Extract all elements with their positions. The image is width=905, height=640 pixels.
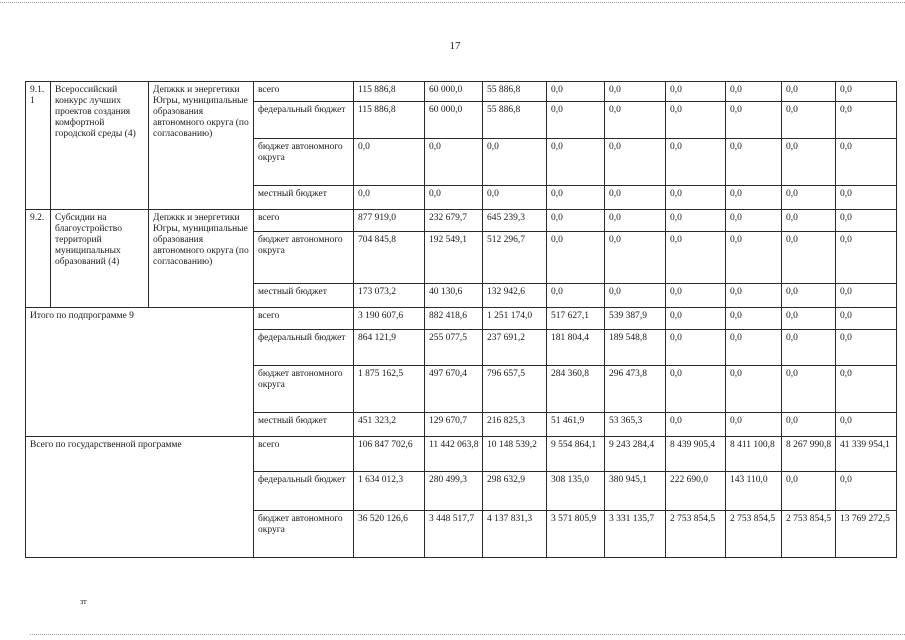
value-cell: 0,0 [836, 102, 897, 139]
value-cell: 60 000,0 [425, 102, 483, 139]
value-cell: 3 190 607,6 [354, 308, 425, 330]
subtotal-label: Итого по подпрограмме 9 [26, 308, 254, 437]
value-cell: 0,0 [836, 366, 897, 413]
value-cell: 0,0 [836, 139, 897, 186]
value-cell: 0,0 [666, 330, 726, 366]
value-cell: 0,0 [726, 232, 782, 284]
value-cell: 284 360,8 [547, 366, 605, 413]
value-cell: 0,0 [605, 139, 666, 186]
value-cell: 704 845,8 [354, 232, 425, 284]
row-executor: Депжкк и энергетики Югры, муниципальные образования автономного округа (по согласованию) [149, 82, 254, 210]
scan-edge-bottom [30, 634, 905, 635]
value-cell: 864 121,9 [354, 330, 425, 366]
value-cell: 3 571 805,9 [547, 511, 605, 558]
funding-source: всего [254, 308, 354, 330]
value-cell: 517 627,1 [547, 308, 605, 330]
value-cell: 0,0 [836, 472, 897, 511]
table-row [26, 437, 897, 472]
value-cell: 55 886,8 [483, 102, 547, 139]
program-total-label: Всего по государственной программе [26, 437, 254, 558]
value-cell: 645 239,3 [483, 210, 547, 232]
value-cell: 497 670,4 [425, 366, 483, 413]
row-code: 9.2. [26, 210, 51, 308]
value-cell: 0,0 [782, 366, 836, 413]
value-cell: 0,0 [782, 210, 836, 232]
value-cell: 143 110,0 [726, 472, 782, 511]
value-cell: 0,0 [547, 139, 605, 186]
value-cell: 0,0 [547, 102, 605, 139]
value-cell: 0,0 [782, 232, 836, 284]
value-cell: 0,0 [836, 413, 897, 437]
funding-source: федеральный бюджет [254, 472, 354, 511]
table-row [26, 82, 897, 102]
value-cell: 0,0 [666, 82, 726, 102]
value-cell: 189 548,8 [605, 330, 666, 366]
funding-source: бюджет автономного округа [254, 139, 354, 186]
value-cell: 9 243 284,4 [605, 437, 666, 472]
value-cell: 0,0 [782, 330, 836, 366]
value-cell: 0,0 [354, 186, 425, 210]
value-cell: 0,0 [726, 284, 782, 308]
value-cell: 0,0 [605, 210, 666, 232]
value-cell: 0,0 [726, 82, 782, 102]
value-cell: 1 875 162,5 [354, 366, 425, 413]
value-cell: 0,0 [726, 139, 782, 186]
table-row [26, 210, 897, 232]
value-cell: 2 753 854,5 [726, 511, 782, 558]
value-cell: 192 549,1 [425, 232, 483, 284]
value-cell: 308 135,0 [547, 472, 605, 511]
funding-source: всего [254, 82, 354, 102]
row-name: Всероссийский конкурс лучших проектов создания комфортной городской среды (4) [51, 82, 149, 210]
value-cell: 0,0 [726, 210, 782, 232]
value-cell: 0,0 [782, 82, 836, 102]
value-cell: 1 634 012,3 [354, 472, 425, 511]
value-cell: 0,0 [483, 186, 547, 210]
value-cell: 0,0 [547, 186, 605, 210]
value-cell: 0,0 [836, 330, 897, 366]
value-cell: 0,0 [483, 139, 547, 186]
value-cell: 877 919,0 [354, 210, 425, 232]
value-cell: 0,0 [782, 472, 836, 511]
value-cell: 0,0 [605, 82, 666, 102]
value-cell: 380 945,1 [605, 472, 666, 511]
value-cell: 882 418,6 [425, 308, 483, 330]
value-cell: 3 448 517,7 [425, 511, 483, 558]
value-cell: 0,0 [547, 232, 605, 284]
value-cell: 0,0 [782, 308, 836, 330]
funding-source: бюджет автономного округа [254, 511, 354, 558]
page-number: 17 [449, 40, 461, 52]
value-cell: 132 942,6 [483, 284, 547, 308]
value-cell: 8 267 990,8 [782, 437, 836, 472]
value-cell: 0,0 [782, 284, 836, 308]
row-code: 9.1.1 [26, 82, 51, 210]
value-cell: 0,0 [425, 186, 483, 210]
value-cell: 0,0 [726, 330, 782, 366]
value-cell: 237 691,2 [483, 330, 547, 366]
row-name: Субсидии на благоустройство территорий муниципальных образований (4) [51, 210, 149, 308]
value-cell: 0,0 [666, 139, 726, 186]
value-cell: 0,0 [547, 82, 605, 102]
value-cell: 51 461,9 [547, 413, 605, 437]
value-cell: 796 657,5 [483, 366, 547, 413]
value-cell: 222 690,0 [666, 472, 726, 511]
value-cell: 0,0 [782, 186, 836, 210]
value-cell: 539 387,9 [605, 308, 666, 330]
value-cell: 298 632,9 [483, 472, 547, 511]
value-cell: 0,0 [666, 232, 726, 284]
value-cell: 232 679,7 [425, 210, 483, 232]
value-cell: 451 323,2 [354, 413, 425, 437]
value-cell: 11 442 063,8 [425, 437, 483, 472]
value-cell: 60 000,0 [425, 82, 483, 102]
value-cell: 0,0 [836, 232, 897, 284]
value-cell: 41 339 954,1 [836, 437, 897, 472]
value-cell: 9 554 864,1 [547, 437, 605, 472]
value-cell: 1 251 174,0 [483, 308, 547, 330]
value-cell: 55 886,8 [483, 82, 547, 102]
value-cell: 0,0 [726, 413, 782, 437]
value-cell: 0,0 [782, 413, 836, 437]
value-cell: 0,0 [782, 102, 836, 139]
value-cell: 0,0 [605, 102, 666, 139]
value-cell: 0,0 [547, 284, 605, 308]
table-row [26, 308, 897, 330]
value-cell: 106 847 702,6 [354, 437, 425, 472]
row-executor: Депжкк и энергетики Югры, муниципальные образования автономного округа (по согласованию) [149, 210, 254, 308]
funding-source: федеральный бюджет [254, 102, 354, 139]
value-cell: 0,0 [547, 210, 605, 232]
value-cell: 4 137 831,3 [483, 511, 547, 558]
footer-mark: зт [80, 597, 87, 606]
value-cell: 53 365,3 [605, 413, 666, 437]
value-cell: 0,0 [666, 210, 726, 232]
value-cell: 0,0 [354, 139, 425, 186]
value-cell: 216 825,3 [483, 413, 547, 437]
scan-edge-top [0, 2, 905, 3]
funding-source: местный бюджет [254, 413, 354, 437]
value-cell: 10 148 539,2 [483, 437, 547, 472]
value-cell: 129 670,7 [425, 413, 483, 437]
value-cell: 115 886,8 [354, 102, 425, 139]
value-cell: 3 331 135,7 [605, 511, 666, 558]
value-cell: 0,0 [666, 186, 726, 210]
funding-source: местный бюджет [254, 186, 354, 210]
budget-table [25, 81, 897, 558]
value-cell: 8 411 100,8 [726, 437, 782, 472]
value-cell: 0,0 [836, 284, 897, 308]
value-cell: 2 753 854,5 [666, 511, 726, 558]
value-cell: 0,0 [666, 413, 726, 437]
value-cell: 0,0 [605, 284, 666, 308]
value-cell: 0,0 [666, 284, 726, 308]
value-cell: 0,0 [726, 102, 782, 139]
value-cell: 0,0 [666, 366, 726, 413]
funding-source: всего [254, 210, 354, 232]
value-cell: 0,0 [836, 82, 897, 102]
value-cell: 181 804,4 [547, 330, 605, 366]
funding-source: федеральный бюджет [254, 330, 354, 366]
value-cell: 36 520 126,6 [354, 511, 425, 558]
value-cell: 0,0 [605, 232, 666, 284]
value-cell: 0,0 [836, 308, 897, 330]
value-cell: 0,0 [836, 186, 897, 210]
value-cell: 0,0 [605, 186, 666, 210]
value-cell: 0,0 [726, 308, 782, 330]
value-cell: 255 077,5 [425, 330, 483, 366]
funding-source: всего [254, 437, 354, 472]
funding-source: местный бюджет [254, 284, 354, 308]
value-cell: 0,0 [666, 102, 726, 139]
funding-source: бюджет автономного округа [254, 366, 354, 413]
value-cell: 512 296,7 [483, 232, 547, 284]
value-cell: 40 130,6 [425, 284, 483, 308]
value-cell: 0,0 [666, 308, 726, 330]
value-cell: 13 769 272,5 [836, 511, 897, 558]
value-cell: 280 499,3 [425, 472, 483, 511]
value-cell: 296 473,8 [605, 366, 666, 413]
value-cell: 2 753 854,5 [782, 511, 836, 558]
value-cell: 173 073,2 [354, 284, 425, 308]
value-cell: 0,0 [726, 186, 782, 210]
value-cell: 115 886,8 [354, 82, 425, 102]
value-cell: 0,0 [836, 210, 897, 232]
value-cell: 0,0 [782, 139, 836, 186]
value-cell: 0,0 [425, 139, 483, 186]
funding-source: бюджет автономного округа [254, 232, 354, 284]
value-cell: 0,0 [726, 366, 782, 413]
value-cell: 8 439 905,4 [666, 437, 726, 472]
